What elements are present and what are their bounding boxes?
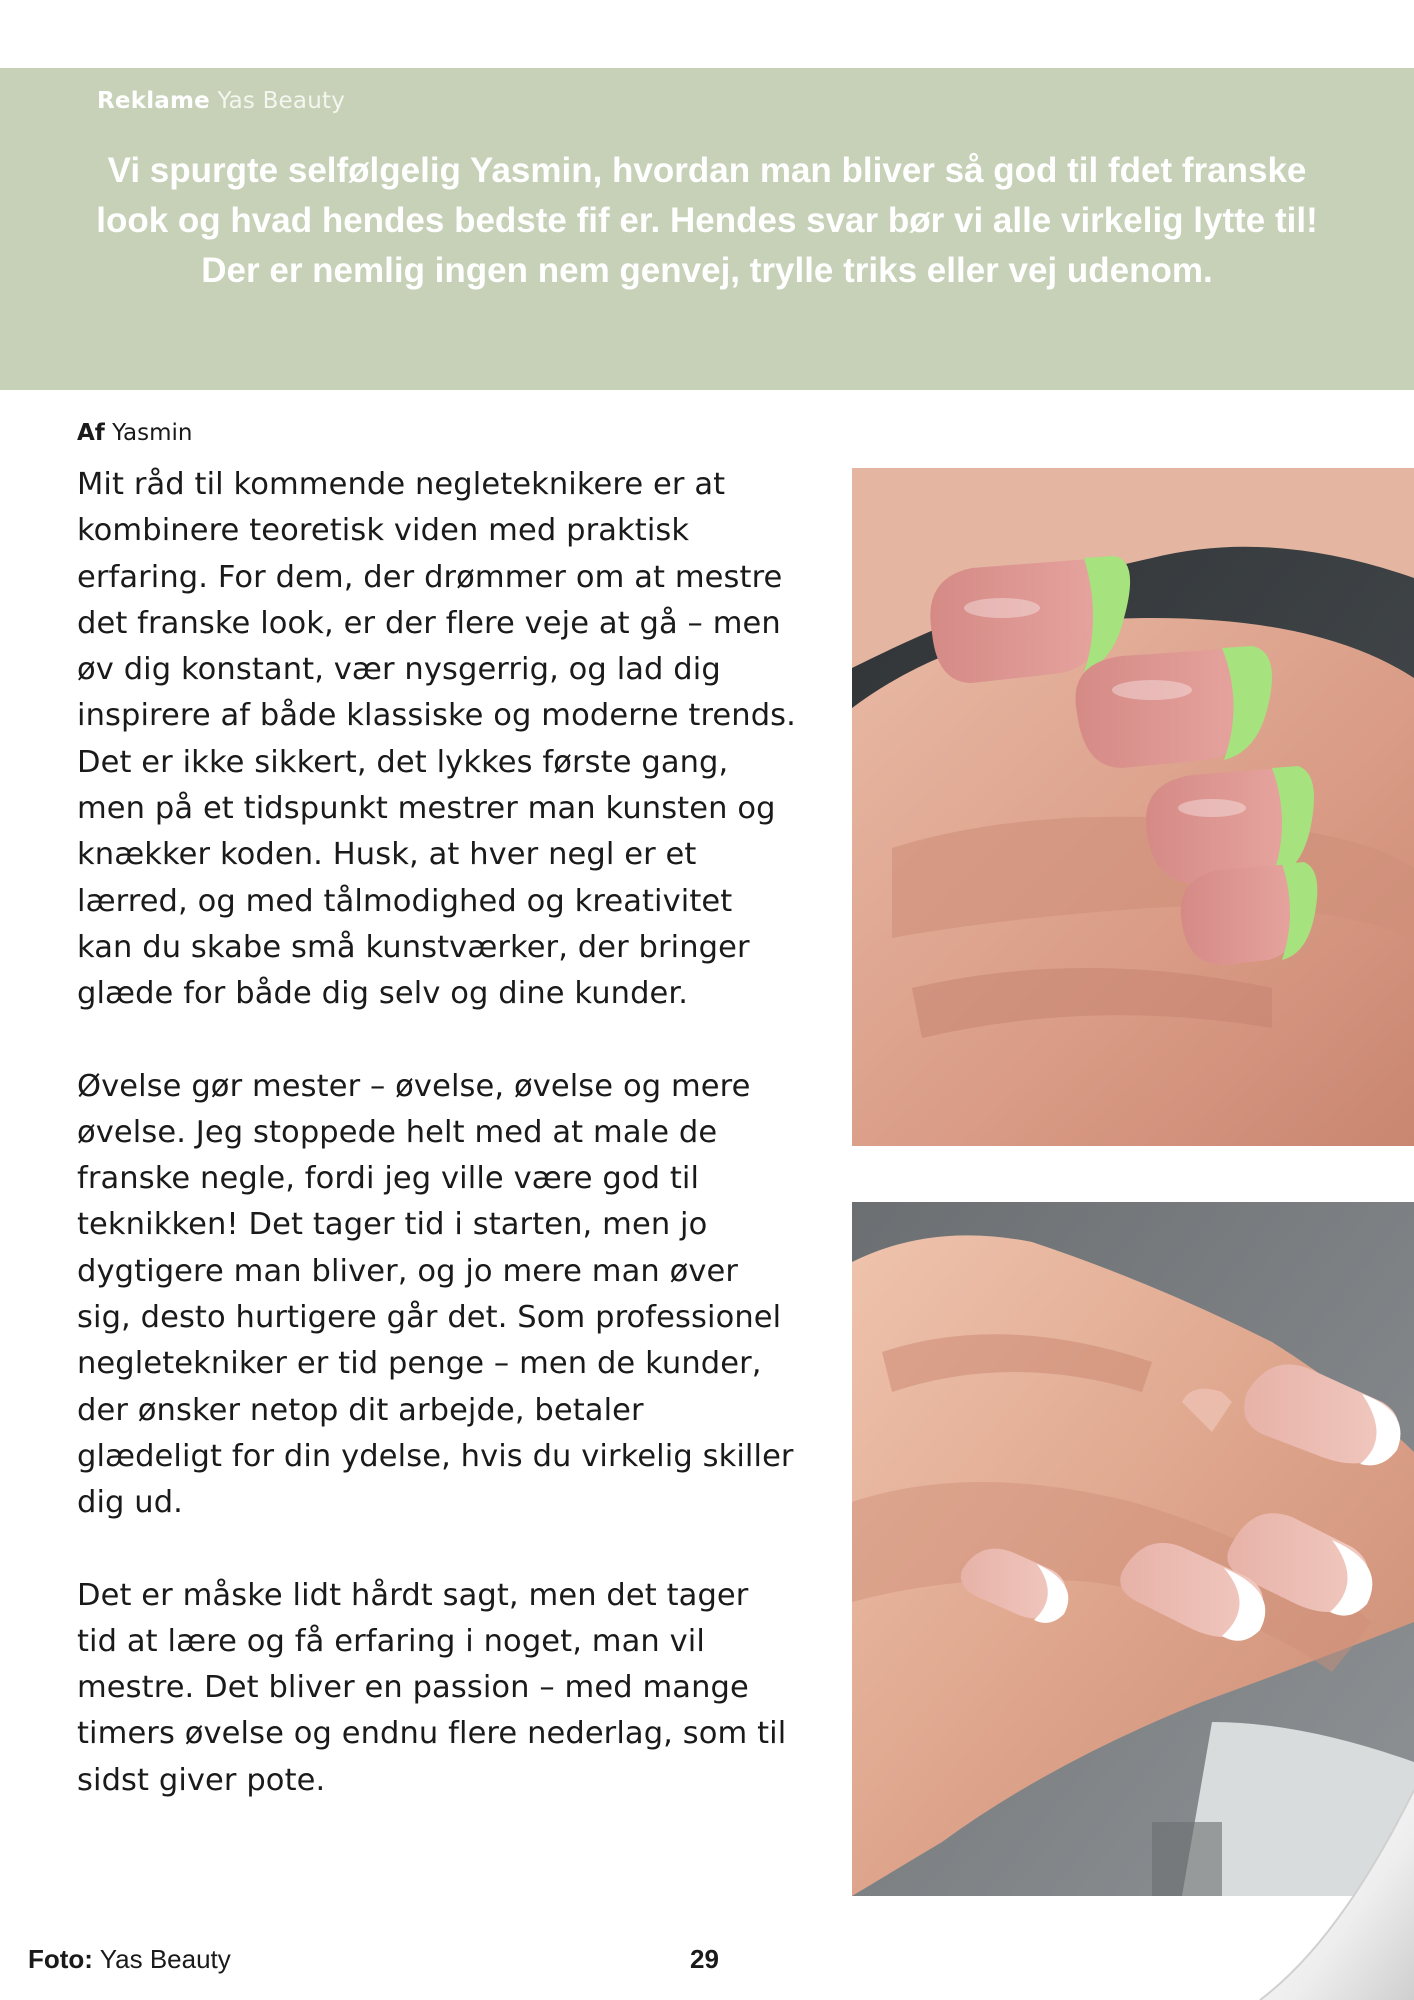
byline [77, 420, 192, 446]
photo-credit-value: Yas Beauty [99, 1944, 231, 1974]
article-paragraph: Øvelse gør mester – øvelse, øvelse og mere øvelse. Jeg stoppede helt med at male de franske negle, fordi jeg ville være god til teknikken! Det tager tid i starten, men jo dygtigere man bliver, og jo mere man øver sig, desto hurtigere går det. Som professionel negletekniker er tid penge – men de kunder, der ønsker netop dit arbejde, betaler glædeligt for din ydelse, hvis du virkelig skiller dig ud. [77, 1068, 794, 1521]
photo-credit-label: Foto: [28, 1944, 93, 1974]
promo-banner [0, 68, 1414, 390]
page-number: 29 [690, 1944, 719, 1974]
ad-label: Reklame [97, 88, 210, 114]
article-paragraph: Mit råd til kommende negleteknikere er at kombinere teoretisk viden med praktisk erfaring. For dem, der drømmer om at mestre det franske look, er der flere veje at gå – men øv dig konstant, vær nysgerrig, og lad dig inspirere af både klassiske og moderne trends. Det er ikke sikkert, det lykkes første gang, men på et tidspunkt mestrer man kunsten og knækker koden. Husk, at hver negl er et lærred, og med tålmodighed og kreativitet kan du skabe små kunstværker, der bringer glæde for både dig selv og dine kunder. [77, 467, 796, 1012]
brand-name: Yas Beauty [217, 88, 346, 114]
article-body [77, 462, 797, 1850]
banner-tag [97, 88, 345, 114]
page-curl-icon [1220, 1790, 1414, 2000]
byline-prefix: Af [77, 420, 105, 446]
green-french-manicure-photo [852, 468, 1414, 1146]
byline-author: Yasmin [112, 420, 193, 446]
banner-quote: Vi spurgte selfølgelig Yasmin, hvordan man bliver så god til fdet franske look og hvad hendes bedste fif er. Hendes svar bør vi alle virkelig lytte til! Der er nemlig ingen nem genvej, trylle triks eller vej udenom. [96, 151, 1318, 290]
photo-credit [28, 1944, 231, 1975]
article-paragraph: Det er måske lidt hårdt sagt, men det tager tid at lære og få erfaring i noget, man vil mestre. Det bliver en passion – med mange timers øvelse og endnu flere nederlag, som til sidst giver pote. [77, 1577, 787, 1798]
